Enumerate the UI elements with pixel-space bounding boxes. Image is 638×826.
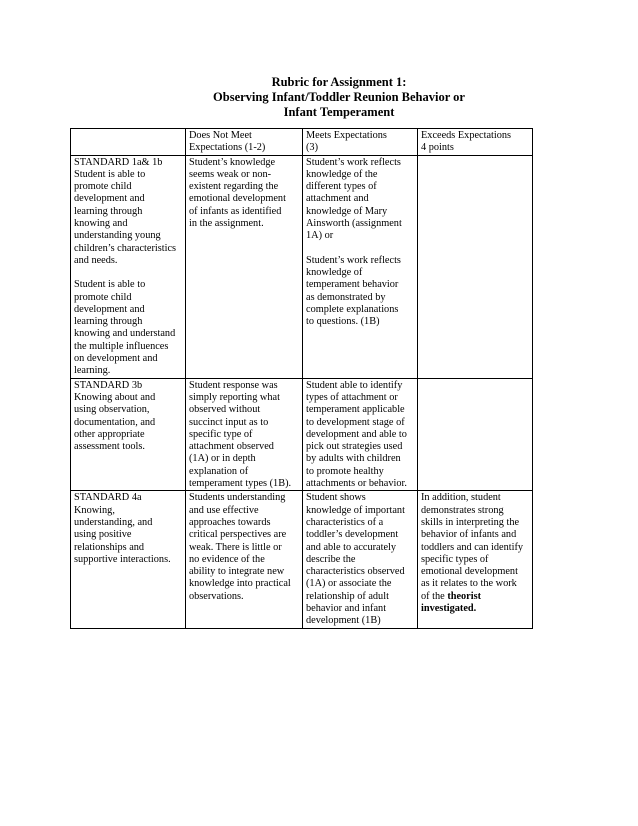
exceeds-text: In addition, student demonstrates strong skills in interpreting the behavior of infants and toddlers and can identify specific types of emotional development as it relates to the work of the bbox=[421, 492, 524, 602]
header-meets: Meets Expectations (3) bbox=[303, 129, 418, 156]
exceeds-cell bbox=[418, 491, 533, 628]
table-header-row bbox=[71, 129, 533, 156]
table-row bbox=[71, 155, 533, 378]
does-not-meet-cell: Student’s knowledge seems weak or non- existent regarding the emotional development of infants as identified in the assignment. bbox=[186, 155, 303, 378]
standard-cell: STANDARD 4a Knowing, understanding, and using positive relationships and supportive interactions. bbox=[71, 491, 186, 628]
table-row bbox=[71, 491, 533, 628]
standard-text: STANDARD 1a& 1b Student is able to promote child development and learning through knowing and understanding young children’s characteristics and needs. bbox=[74, 156, 177, 266]
document-title bbox=[0, 75, 638, 120]
meets-text: Student’s work reflects knowledge of temperament behavior as demonstrated by complete explanations to questions. (1B) bbox=[306, 254, 401, 328]
meets-text: Student’s work reflects knowledge of the different types of attachment and knowledge of Mary Ainsworth (assignment 1A) or bbox=[306, 156, 402, 242]
exceeds-bold-text: theorist investigated. bbox=[421, 590, 482, 614]
meets-cell bbox=[303, 155, 418, 378]
title-line-2: Observing Infant/Toddler Reunion Behavior or bbox=[213, 90, 465, 104]
exceeds-cell bbox=[418, 378, 533, 491]
standard-cell: STANDARD 3b Knowing about and using observation, documentation, and other appropriate assessment tools. bbox=[71, 378, 186, 491]
meets-cell: Student able to identify types of attachment or temperament applicable to development stage of development and able to pick out strategies used by adults with children to promote healthy attachments or behavior. bbox=[303, 378, 418, 491]
title-line-3: Infant Temperament bbox=[283, 105, 395, 119]
rubric-table bbox=[70, 128, 533, 629]
header-does-not-meet: Does Not Meet Expectations (1-2) bbox=[186, 129, 303, 156]
standard-cell bbox=[71, 155, 186, 378]
table-row bbox=[71, 378, 533, 491]
does-not-meet-cell: Students understanding and use effective approaches towards critical perspectives are weak. There is little or no evidence of the ability to integrate new knowledge into practical observations. bbox=[186, 491, 303, 628]
does-not-meet-cell: Student response was simply reporting what observed without succinct input as to specific type of attachment observed (1A) or in depth explanation of temperament types (1B). bbox=[186, 378, 303, 491]
header-exceeds: Exceeds Expectations 4 points bbox=[418, 129, 533, 156]
title-line-1: Rubric for Assignment 1: bbox=[271, 75, 407, 89]
standard-text: Student is able to promote child development and learning through knowing and understand the multiple influences on development and learning. bbox=[74, 279, 176, 377]
exceeds-cell bbox=[418, 155, 533, 378]
header-empty-cell bbox=[71, 129, 186, 156]
meets-cell: Student shows knowledge of important characteristics of a toddler’s development and able to accurately describe the characteristics observed (1A) or associate the relationship of adult behavior and infant development (1B) bbox=[303, 491, 418, 628]
